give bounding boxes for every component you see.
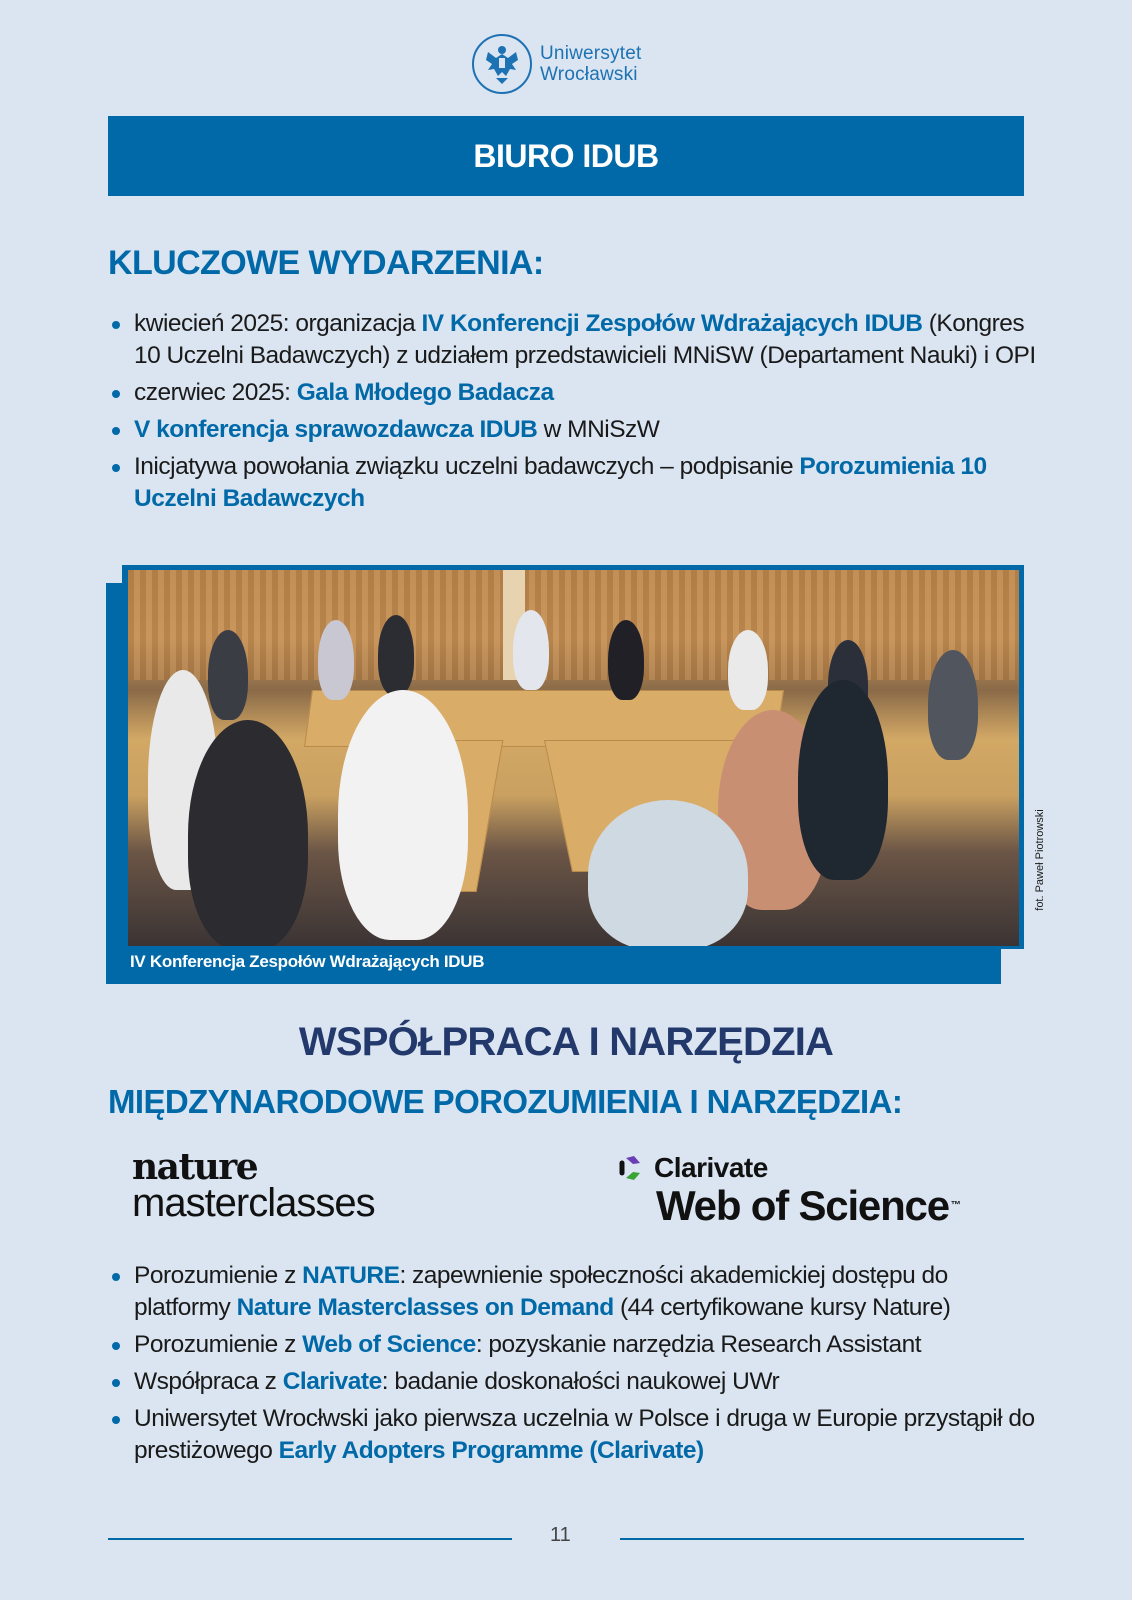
footer-divider-right bbox=[620, 1538, 1024, 1540]
footer-divider-left bbox=[108, 1538, 512, 1540]
clarivate-mark-icon bbox=[618, 1153, 648, 1183]
page-number: 11 bbox=[550, 1524, 571, 1546]
clarivate-web-of-science-logo bbox=[618, 1152, 960, 1228]
cooperation-list bbox=[108, 1260, 1038, 1472]
eagle-emblem-icon bbox=[472, 34, 532, 94]
list-item: czerwiec 2025: Gala Młodego Badacza bbox=[108, 377, 1038, 409]
university-name bbox=[540, 43, 641, 85]
nature-masterclasses-logo bbox=[132, 1146, 375, 1225]
list-item: V konferencja sprawozdawcza IDUB w MNiSzW bbox=[108, 414, 1038, 446]
list-item: kwiecień 2025: organizacja IV Konferencji Zespołów Wdrażających IDUB (Kongres 10 Uczelni Badawczych) z udziałem przedstawicieli MNiSW (Departament Nauki) i OPI bbox=[108, 308, 1038, 372]
nature-wordmark: nature bbox=[132, 1146, 258, 1188]
list-item: Uniwersytet Wrocłwski jako pierwsza uczelnia w Polsce i druga w Europie przystąpił do prestiżowego Early Adopters Programme (Clarivate) bbox=[108, 1403, 1038, 1467]
logo-line-1: Uniwersytet bbox=[540, 43, 642, 64]
university-logo bbox=[472, 34, 641, 94]
key-events-list bbox=[108, 308, 1038, 520]
clarivate-wordmark: Clarivate bbox=[654, 1152, 768, 1183]
list-item: Porozumienie z Web of Science: pozyskanie narzędzia Research Assistant bbox=[108, 1329, 1038, 1361]
list-item: Porozumienie z NATURE: zapewnienie społeczności akademickiej dostępu do platformy Nature Masterclasses on Demand (44 certyfikowane kursy Nature) bbox=[108, 1260, 1038, 1324]
cooperation-heading: WSPÓŁPRACA I NARZĘDZIA bbox=[298, 1020, 834, 1064]
logo-line-2: Wrocławski bbox=[540, 64, 638, 85]
list-item: Inicjatywa powołania związku uczelni badawczych – podpisanie Porozumienia 10 Uczelni Badawczych bbox=[108, 451, 1038, 515]
list-item: Współpraca z Clarivate: badanie doskonałości naukowej UWr bbox=[108, 1366, 1038, 1398]
conference-photo bbox=[128, 570, 1019, 946]
banner-title: BIURO IDUB bbox=[473, 137, 659, 174]
key-events-heading: KLUCZOWE WYDARZENIA: bbox=[108, 244, 544, 282]
web-of-science-wordmark: Web of Science bbox=[656, 1182, 949, 1229]
masterclasses-wordmark: masterclasses bbox=[132, 1181, 375, 1225]
section-banner bbox=[108, 116, 1024, 196]
international-agreements-heading: MIĘDZYNARODOWE POROZUMIENIA I NARZĘDZIA: bbox=[108, 1083, 903, 1120]
photo-caption: IV Konferencja Zespołów Wdrażających IDUB bbox=[130, 952, 485, 971]
photo-credit: fot. Paweł Piotrowski bbox=[1034, 809, 1046, 911]
trademark-symbol: ™ bbox=[950, 1200, 960, 1211]
